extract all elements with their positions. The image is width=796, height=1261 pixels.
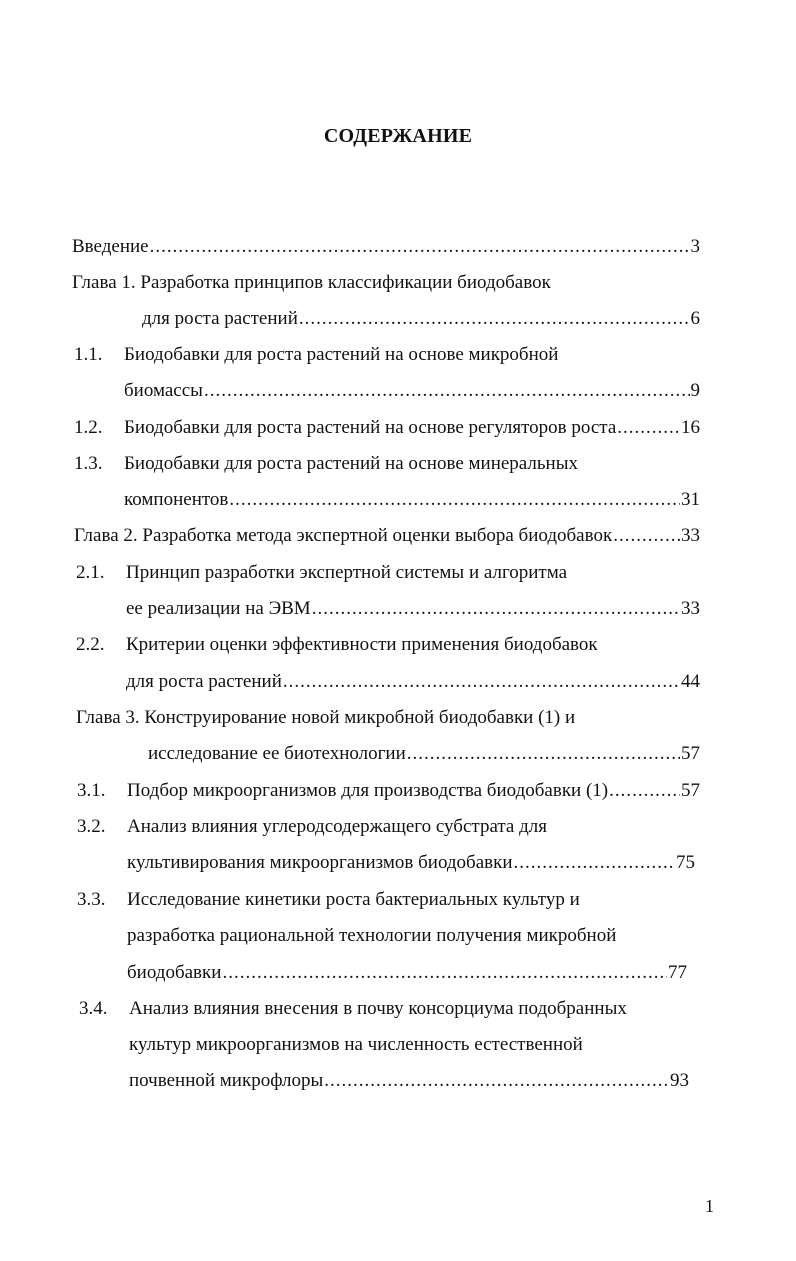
toc-entry-section-1-1-cont bbox=[124, 378, 700, 404]
leader-dots bbox=[609, 778, 680, 804]
toc-entry-title: Биодобавки для роста растений на основе регуляторов роста bbox=[124, 417, 617, 438]
toc-entry-number: 3.2. bbox=[77, 816, 106, 837]
toc-entry-title: биомассы bbox=[124, 380, 203, 401]
toc-entry-title: Биодобавки для роста растений на основе микробной bbox=[124, 344, 559, 365]
leader-dots bbox=[222, 960, 667, 986]
toc-entry-intro bbox=[72, 234, 700, 260]
toc-entry-title: Глава 1. Разработка принципов классификации биодобавок bbox=[72, 272, 551, 293]
leader-dots bbox=[514, 850, 675, 876]
toc-entry-chapter-3-cont bbox=[148, 741, 700, 767]
toc-entry-title: почвенной микрофлоры bbox=[129, 1070, 324, 1091]
toc-entry-title: Анализ влияния внесения в почву консорциума подобранных bbox=[129, 998, 627, 1019]
leader-dots bbox=[283, 669, 680, 695]
toc-entry-title: компонентов bbox=[124, 489, 229, 510]
toc-entry-title: для роста растений bbox=[142, 308, 298, 329]
toc-entry-page: 16 bbox=[681, 417, 700, 438]
toc-entry-page: 57 bbox=[681, 743, 700, 764]
toc-entry-section-3-4 bbox=[79, 996, 700, 1022]
toc-entry-section-3-2-cont bbox=[127, 850, 695, 876]
toc-entry-page: 3 bbox=[690, 236, 700, 257]
leader-dots bbox=[312, 596, 680, 622]
toc-entry-page: 75 bbox=[676, 852, 695, 873]
leader-dots bbox=[617, 415, 680, 441]
leader-dots bbox=[324, 1068, 669, 1094]
toc-entry-number: 3.1. bbox=[77, 780, 106, 801]
toc-entry-section-3-3-cont bbox=[127, 923, 700, 949]
leader-dots bbox=[204, 378, 690, 404]
toc-entry-page: 33 bbox=[681, 598, 700, 619]
toc-entry-number: 1.3. bbox=[74, 453, 103, 474]
toc-entry-section-2-1 bbox=[76, 560, 700, 586]
toc-entry-section-2-1-cont bbox=[126, 596, 700, 622]
toc-entry-section-1-2 bbox=[74, 415, 700, 441]
toc-entry-title: Анализ влияния углеродсодержащего субстрата для bbox=[127, 816, 547, 837]
toc-entry-section-3-4-cont bbox=[129, 1032, 700, 1058]
toc-entry-chapter-2 bbox=[74, 523, 700, 549]
toc-entry-section-3-2 bbox=[77, 814, 700, 840]
toc-entry-title: биодобавки bbox=[127, 962, 222, 983]
toc-entry-title: ее реализации на ЭВМ bbox=[126, 598, 311, 619]
toc-entry-section-2-2 bbox=[76, 632, 700, 658]
toc-entry-section-2-2-cont bbox=[126, 669, 700, 695]
toc-entry-title: Биодобавки для роста растений на основе минеральных bbox=[124, 453, 578, 474]
toc-entry-title: Глава 3. Конструирование новой микробной биодобавки (1) и bbox=[76, 707, 576, 728]
toc-entry-title: Исследование кинетики роста бактериальных культур и bbox=[127, 889, 580, 910]
page-title: СОДЕРЖАНИЕ bbox=[323, 125, 473, 147]
leader-dots bbox=[150, 234, 690, 260]
leader-dots bbox=[613, 523, 680, 549]
toc-entry-section-3-3 bbox=[77, 887, 700, 913]
toc-entry-page: 6 bbox=[690, 308, 700, 329]
toc-entry-number: 1.1. bbox=[74, 344, 103, 365]
toc-entry-section-1-1 bbox=[74, 342, 700, 368]
toc-entry-title: Глава 2. Разработка метода экспертной оценки выбора биодобавок bbox=[74, 525, 613, 546]
toc-entry-title: Критерии оценки эффективности применения биодобавок bbox=[126, 634, 598, 655]
toc-entry-number: 3.4. bbox=[79, 998, 108, 1019]
toc-entry-number: 2.2. bbox=[76, 634, 105, 655]
toc-entry-chapter-1-cont bbox=[142, 306, 700, 332]
leader-dots bbox=[229, 487, 680, 513]
toc-entry-section-1-3-cont bbox=[124, 487, 700, 513]
toc-entry-page: 93 bbox=[670, 1070, 689, 1091]
toc-entry-number: 2.1. bbox=[76, 562, 105, 583]
toc-entry-title: Подбор микроорганизмов для производства биодобавки (1) bbox=[127, 780, 609, 801]
toc-entry-chapter-3 bbox=[76, 705, 700, 731]
toc-entry-section-3-1 bbox=[77, 778, 700, 804]
toc-entry-page: 77 bbox=[668, 962, 687, 983]
toc-entry-section-3-4-cont-2 bbox=[129, 1068, 689, 1094]
toc-entry-title: культивирования микроорганизмов биодобавки bbox=[127, 852, 513, 873]
toc-entry-number: 3.3. bbox=[77, 889, 106, 910]
page-number: 1 bbox=[705, 1196, 714, 1216]
toc-entry-section-3-3-cont-2 bbox=[127, 960, 687, 986]
toc-entry-page: 33 bbox=[681, 525, 700, 546]
toc-entry-page: 9 bbox=[690, 380, 700, 401]
toc-entry-title: Принцип разработки экспертной системы и алгоритма bbox=[126, 562, 568, 583]
toc-entry-page: 31 bbox=[681, 489, 700, 510]
toc-entry-title: разработка рациональной технологии получения микробной bbox=[127, 925, 617, 946]
toc-entry-title: для роста растений bbox=[126, 671, 282, 692]
toc-entry-title: Введение bbox=[72, 236, 149, 257]
leader-dots bbox=[299, 306, 690, 332]
toc-entry-title: исследование ее биотехнологии bbox=[148, 743, 406, 764]
toc-entry-chapter-1 bbox=[72, 270, 700, 296]
leader-dots bbox=[407, 741, 680, 767]
toc-entry-title: культур микроорганизмов на численность естественной bbox=[129, 1034, 583, 1055]
toc-entry-section-1-3 bbox=[74, 451, 700, 477]
toc-entry-page: 44 bbox=[681, 671, 700, 692]
toc-entry-page: 57 bbox=[681, 780, 700, 801]
toc-entry-number: 1.2. bbox=[74, 417, 103, 438]
